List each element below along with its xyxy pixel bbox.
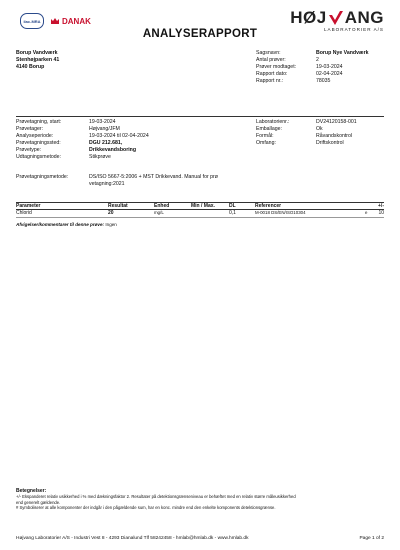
cell-reference: M-0018 DS/EN/ISO10304: [255, 210, 306, 215]
notes-line: end generelt gældende.: [16, 499, 61, 505]
notes-line: +/- Ekspanderet relativ usikkerhed i % med dækningsfaktor 2. Resultater på detektionsgrænseniveau er behæftet med en relativ større måleusikkerhed: [16, 494, 296, 500]
cell-unit: mg/L: [154, 210, 164, 215]
col-result: Resultat: [108, 203, 128, 209]
sampling-method: [16, 174, 256, 188]
brand-name-part2: ANG: [344, 8, 384, 27]
case-value: 78035: [316, 78, 331, 84]
lab-value: Driftskontrol: [316, 140, 344, 146]
sample-label: Udtagningsmetode:: [16, 154, 61, 160]
sample-value: 19-03-2024 til 02-04-2024: [89, 133, 149, 139]
sample-value: Drikkevandsboring: [89, 147, 136, 153]
sample-label: Analyseperiode:: [16, 133, 54, 139]
page-number: Page 1 of 2: [359, 536, 384, 541]
ilac-mra-logo: [20, 13, 44, 29]
case-label: Rapport dato:: [256, 71, 288, 77]
footer: [16, 536, 384, 541]
case-label: Antal prøver:: [256, 57, 286, 63]
case-value: Borup Nye Vandværk: [316, 50, 369, 56]
brand-subtitle: LABORATORIER A/S: [324, 27, 384, 32]
cell-dl: 0,1: [229, 210, 236, 216]
case-value: 02-04-2024: [316, 71, 343, 77]
col-references: Referencer: [255, 203, 282, 209]
brand-logo: [290, 8, 384, 32]
table-row: [16, 210, 384, 216]
sample-value: DGU 212.681,: [89, 140, 123, 146]
sample-label: Prøvetagningssted:: [16, 140, 61, 146]
lab-label: Emballage:: [256, 126, 282, 132]
lab-label: Laboratorienr.:: [256, 119, 290, 125]
lab-value: Ok: [316, 126, 323, 132]
case-label: Prøver modtaget:: [256, 64, 297, 70]
cell-result: 20: [108, 210, 114, 216]
case-value: 19-03-2024: [316, 64, 343, 70]
recipient-line: Stenhøjparken 41: [16, 57, 60, 63]
brand-name-part1: HØJ: [290, 8, 327, 27]
sample-info: [16, 119, 246, 161]
col-uncertainty: +/-: [378, 203, 384, 209]
ilac-logo-text: ilac-MRA: [23, 18, 41, 24]
sample-value: Højvang/JFM: [89, 126, 120, 132]
method-label: Prøvetagningsmetode:: [16, 174, 69, 180]
document-title: ANALYSERAPPORT: [142, 28, 258, 40]
recipient-line: 4140 Borup: [16, 64, 45, 70]
divider: [16, 116, 384, 117]
danak-logo-text: DANAK: [62, 16, 91, 26]
lab-value: Råvandskontrol: [316, 133, 353, 139]
remarks-label: Afvigelser/kommentarer til denne prøve:: [16, 222, 105, 227]
cell-minmax: [191, 210, 229, 216]
cell-parameter: Chlorid: [16, 210, 32, 216]
sample-label: Prøvetype:: [16, 147, 42, 153]
lab-label: Omfang:: [256, 140, 276, 146]
case-label: Rapport nr.:: [256, 78, 284, 84]
sample-label: Prøvetager:: [16, 126, 44, 132]
sample-value: 19-03-2024: [89, 119, 116, 125]
col-minmax: Min / Max.: [191, 203, 215, 209]
table-row-rule: [16, 217, 384, 218]
lab-info: [256, 119, 386, 147]
legend-notes: [16, 489, 384, 511]
checkmark-v-icon: [328, 10, 344, 26]
remarks: [16, 222, 117, 227]
recipient-line: Borup Vandværk: [16, 50, 58, 56]
case-label: Sagsnavn:: [256, 50, 281, 56]
case-info: [256, 50, 386, 85]
col-parameter: Parameter: [16, 203, 41, 209]
crown-icon: [50, 17, 60, 25]
notes-line: # Symboliserer at alle komponenter der indgår i den pågældende sum, har en konc. mindre end den enkelte komponents detektionsgrænse.: [16, 505, 276, 511]
danak-logo: [50, 17, 91, 26]
recipient-address: [16, 50, 59, 71]
lab-value: DV24120158-001: [316, 119, 357, 125]
sample-label: Prøvetagning, start:: [16, 119, 62, 125]
col-dl: DL: [229, 203, 236, 209]
accreditation-logos: [20, 13, 91, 29]
cell-uncertainty: 10: [378, 210, 384, 216]
notes-title: Betegnelser:: [16, 488, 47, 494]
case-value: 2: [316, 57, 319, 63]
method-value: DS/ISO 5667-5:2006 + MST Drikkevand. Manual for prø vetagning:2021: [89, 174, 218, 187]
sample-value: Stikprøve: [89, 154, 111, 160]
lab-label: Formål:: [256, 133, 274, 139]
col-unit: Enhed: [154, 203, 170, 209]
footer-address: Højvang Laboratorier A/S - Industri Vest 8 - 4293 Dianalund Tlf 58242458 - hmlab@hmlab.dk - www.hmlab.dk: [16, 536, 249, 541]
remarks-value: Ingen: [105, 222, 117, 227]
cell-flag: e: [365, 210, 368, 215]
